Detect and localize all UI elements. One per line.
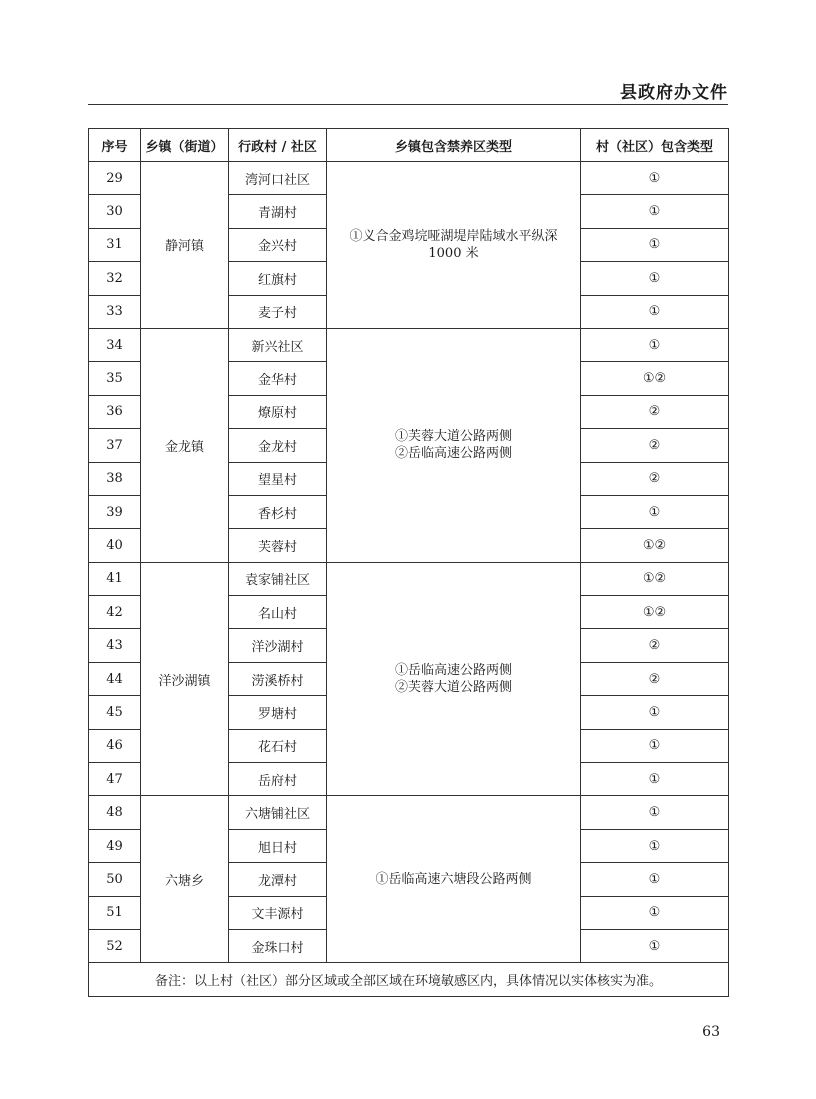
row-number: 29 bbox=[89, 162, 141, 195]
town-ban-zone-types bbox=[327, 328, 581, 562]
row-number: 49 bbox=[89, 829, 141, 862]
row-number: 44 bbox=[89, 662, 141, 695]
village-name: 香杉村 bbox=[229, 495, 327, 528]
village-type: ① bbox=[581, 262, 729, 295]
village-name: 金华村 bbox=[229, 362, 327, 395]
village-name: 芙蓉村 bbox=[229, 529, 327, 562]
ban-zone-line: ①芙蓉大道公路两侧 bbox=[394, 429, 512, 445]
village-name: 龙潭村 bbox=[229, 863, 327, 896]
village-name: 洋沙湖村 bbox=[229, 629, 327, 662]
row-number: 43 bbox=[89, 629, 141, 662]
column-header-village: 行政村 / 社区 bbox=[229, 129, 327, 162]
village-name: 涝溪桥村 bbox=[229, 662, 327, 695]
village-name: 文丰源村 bbox=[229, 896, 327, 929]
row-number: 33 bbox=[89, 295, 141, 328]
ban-zone-line: 1000 米 bbox=[428, 245, 479, 261]
village-type: ① bbox=[581, 896, 729, 929]
table-row bbox=[89, 562, 729, 595]
village-type: ①② bbox=[581, 596, 729, 629]
table-row bbox=[89, 796, 729, 829]
ban-zone-line: ②岳临高速公路两侧 bbox=[394, 446, 512, 462]
village-name: 青湖村 bbox=[229, 195, 327, 228]
town-ban-zone-types bbox=[327, 562, 581, 796]
ban-zone-line: ①岳临高速六塘段公路两侧 bbox=[375, 871, 532, 887]
village-name: 袁家铺社区 bbox=[229, 562, 327, 595]
village-type: ② bbox=[581, 662, 729, 695]
row-number: 42 bbox=[89, 596, 141, 629]
village-name: 罗塘村 bbox=[229, 696, 327, 729]
village-type: ① bbox=[581, 195, 729, 228]
village-name: 金龙村 bbox=[229, 429, 327, 462]
row-number: 41 bbox=[89, 562, 141, 595]
village-type: ② bbox=[581, 629, 729, 662]
village-type: ①② bbox=[581, 562, 729, 595]
village-type: ② bbox=[581, 429, 729, 462]
row-number: 31 bbox=[89, 228, 141, 261]
column-header-number: 序号 bbox=[89, 129, 141, 162]
row-number: 47 bbox=[89, 763, 141, 796]
town-name: 洋沙湖镇 bbox=[141, 562, 229, 796]
village-type: ② bbox=[581, 462, 729, 495]
village-name: 燎原村 bbox=[229, 395, 327, 428]
village-name: 红旗村 bbox=[229, 262, 327, 295]
ban-zone-line: ①义合金鸡垸哑湖堤岸陆域水平纵深 bbox=[349, 228, 558, 244]
header-divider bbox=[88, 104, 728, 105]
document-header-title: 县政府办文件 bbox=[620, 83, 728, 103]
town-ban-zone-types bbox=[327, 162, 581, 329]
village-type: ① bbox=[581, 228, 729, 261]
village-type: ①② bbox=[581, 362, 729, 395]
village-name: 金兴村 bbox=[229, 228, 327, 261]
village-type: ① bbox=[581, 328, 729, 361]
page-number: 63 bbox=[702, 1024, 720, 1040]
row-number: 50 bbox=[89, 863, 141, 896]
column-header-village-type: 村（社区）包含类型 bbox=[581, 129, 729, 162]
town-name: 静河镇 bbox=[141, 162, 229, 329]
row-number: 39 bbox=[89, 495, 141, 528]
village-name: 花石村 bbox=[229, 729, 327, 762]
village-type: ① bbox=[581, 796, 729, 829]
table-row bbox=[89, 162, 729, 195]
row-number: 52 bbox=[89, 929, 141, 962]
note-row bbox=[89, 963, 729, 996]
village-name: 麦子村 bbox=[229, 295, 327, 328]
table-note: 备注：以上村（社区）部分区域或全部区域在环境敏感区内，具体情况以实体核实为准。 bbox=[89, 963, 729, 996]
village-type: ① bbox=[581, 696, 729, 729]
village-name: 名山村 bbox=[229, 596, 327, 629]
ban-zone-line: ②芙蓉大道公路两侧 bbox=[394, 680, 512, 696]
livestock-ban-zone-table bbox=[88, 128, 729, 997]
table-body bbox=[89, 162, 729, 963]
village-type: ① bbox=[581, 763, 729, 796]
row-number: 35 bbox=[89, 362, 141, 395]
village-type: ① bbox=[581, 829, 729, 862]
village-type: ② bbox=[581, 395, 729, 428]
row-number: 34 bbox=[89, 328, 141, 361]
village-name: 湾河口社区 bbox=[229, 162, 327, 195]
row-number: 45 bbox=[89, 696, 141, 729]
row-number: 38 bbox=[89, 462, 141, 495]
row-number: 30 bbox=[89, 195, 141, 228]
row-number: 36 bbox=[89, 395, 141, 428]
row-number: 37 bbox=[89, 429, 141, 462]
row-number: 40 bbox=[89, 529, 141, 562]
village-type: ① bbox=[581, 295, 729, 328]
ban-zone-line: ①岳临高速公路两侧 bbox=[394, 663, 512, 679]
row-number: 48 bbox=[89, 796, 141, 829]
village-name: 六塘铺社区 bbox=[229, 796, 327, 829]
village-type: ① bbox=[581, 929, 729, 962]
column-header-town: 乡镇（街道） bbox=[141, 129, 229, 162]
row-number: 46 bbox=[89, 729, 141, 762]
town-name: 金龙镇 bbox=[141, 328, 229, 562]
village-type: ①② bbox=[581, 529, 729, 562]
table-header-row bbox=[89, 129, 729, 162]
town-name: 六塘乡 bbox=[141, 796, 229, 963]
column-header-town-ban-type: 乡镇包含禁养区类型 bbox=[327, 129, 581, 162]
village-name: 旭日村 bbox=[229, 829, 327, 862]
village-name: 望星村 bbox=[229, 462, 327, 495]
village-type: ① bbox=[581, 863, 729, 896]
village-name: 新兴社区 bbox=[229, 328, 327, 361]
village-type: ① bbox=[581, 495, 729, 528]
village-name: 金珠口村 bbox=[229, 929, 327, 962]
town-ban-zone-types bbox=[327, 796, 581, 963]
row-number: 32 bbox=[89, 262, 141, 295]
village-name: 岳府村 bbox=[229, 763, 327, 796]
table-row bbox=[89, 328, 729, 361]
row-number: 51 bbox=[89, 896, 141, 929]
village-type: ① bbox=[581, 162, 729, 195]
village-type: ① bbox=[581, 729, 729, 762]
